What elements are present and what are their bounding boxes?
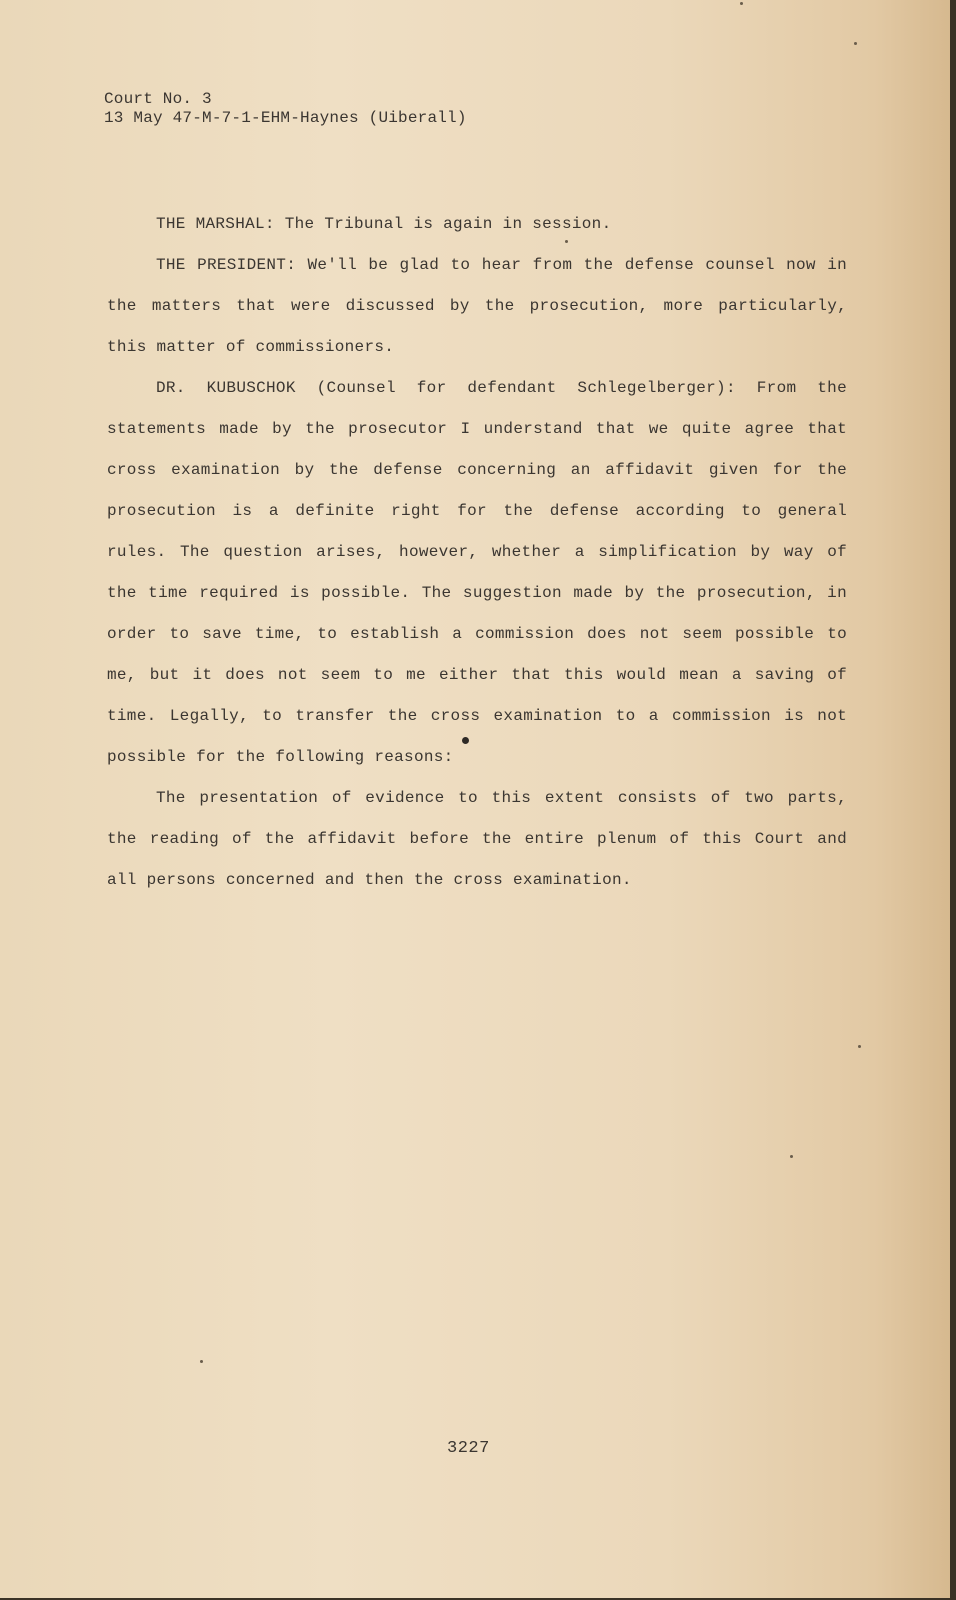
court-number: Court No. 3 <box>104 90 212 108</box>
paper-speck <box>565 240 568 243</box>
ink-dot <box>462 737 469 744</box>
paper-speck <box>200 1360 203 1363</box>
paragraph-marshal: THE MARSHAL: The Tribunal is again in session. <box>156 215 612 233</box>
paper-speck <box>858 1045 861 1048</box>
document-header <box>104 90 467 128</box>
paper-speck <box>740 2 743 5</box>
paper-speck <box>790 1155 793 1158</box>
paragraph-presentation: The presentation of evidence to this extent consists of two parts, the reading of the affidavit before the entire plenum of this Court and all persons concerned and then the cross examination. <box>107 789 847 889</box>
page-number: 3227 <box>447 1439 490 1458</box>
paragraph-president: THE PRESIDENT: We'll be glad to hear from the defense counsel now in the matters that were discussed by the prosecution, more particularly, this matter of commissioners. <box>107 256 847 356</box>
paper-speck <box>854 42 857 45</box>
transcript-body <box>107 204 847 901</box>
session-reference: 13 May 47-M-7-1-EHM-Haynes (Uiberall) <box>104 109 467 127</box>
paragraph-kubuschok: DR. KUBUSCHOK (Counsel for defendant Schlegelberger): From the statements made by the prosecutor I understand that we quite agree that cross examination by the defense concerning an affidavit given for the prosecution is a definite right for the defense according to general rules. The question arises, however, whether a simplification by way of the time required is possible. The suggestion made by the prosecution, in order to save time, to establish a commission does not seem possible to me, but it does not seem to me either that this would mean a saving of time. Legally, to transfer the cross examination to a commission is not possible for the following reasons: <box>107 379 847 766</box>
